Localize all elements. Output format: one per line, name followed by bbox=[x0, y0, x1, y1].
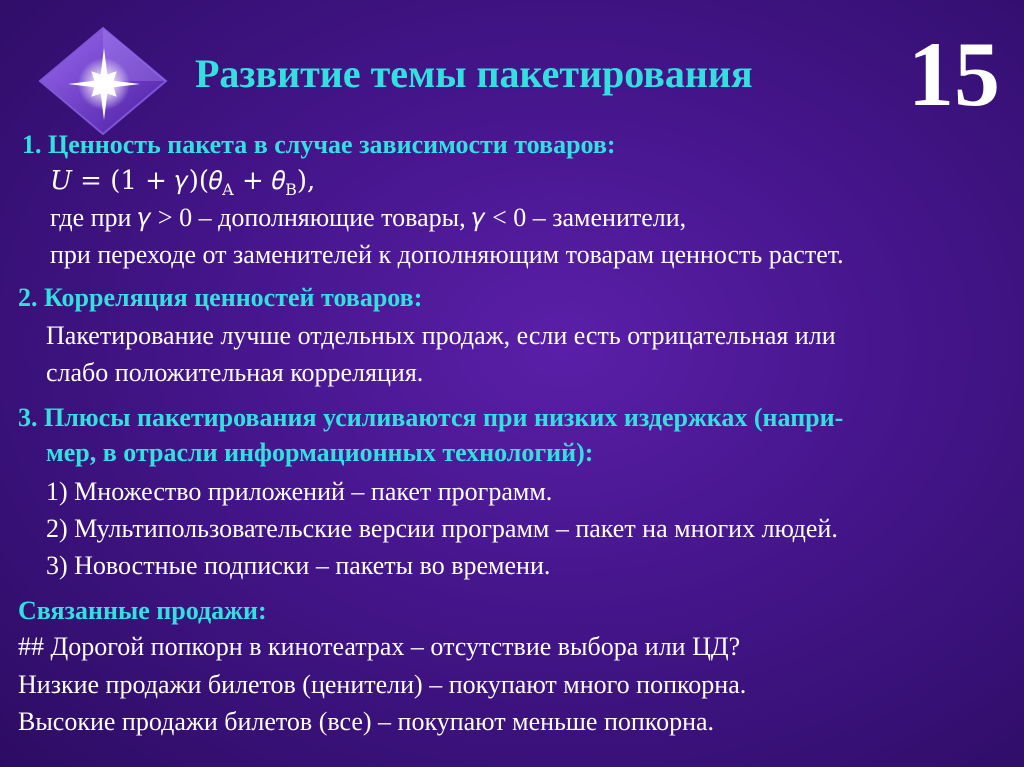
section2-line1: Пакетирование лучше отдельных продаж, если есть отрицательная или bbox=[46, 321, 836, 350]
section3-heading-line1: 3. Плюсы пакетирования усиливаются при низких издержках (напри- bbox=[18, 403, 844, 432]
section3-item3: 3) Новостные подписки – пакеты во времени. bbox=[46, 551, 551, 580]
section3-item1: 1) Множество приложений – пакет программ. bbox=[46, 477, 553, 506]
section1-formula: 𝑈 = (1 + 𝛾)(𝜃$_A$ + 𝜃$_B$), bbox=[50, 166, 316, 200]
section1-heading: 1. Ценность пакета в случае зависимости товаров: bbox=[22, 130, 616, 159]
sparkle-diamond-icon bbox=[38, 26, 168, 136]
section1-line3: при переходе от заменителей к дополняющим товарам ценность растет. bbox=[50, 240, 844, 269]
section2-heading: 2. Корреляция ценностей товаров: bbox=[18, 283, 423, 312]
slide-title: Развитие темы пакетирования bbox=[195, 51, 753, 96]
section4-line3: Высокие продажи билетов (все) – покупают меньше попкорна. bbox=[18, 707, 715, 736]
section1-line2: где при 𝛾 > 0 – дополняющие товары, 𝛾 < 0 – заменители, bbox=[50, 203, 687, 232]
page-number: 15 bbox=[908, 23, 1000, 125]
section3-heading-line2: мер, в отрасли информационных технологий): bbox=[46, 438, 594, 467]
section2-line2: слабо положительная корреляция. bbox=[46, 358, 424, 387]
section3-item2: 2) Мультипользовательские версии программ – пакет на многих людей. bbox=[46, 514, 838, 543]
section4-line1: ## Дорогой попкорн в кинотеатрах – отсутствие выбора или ЦД? bbox=[18, 632, 741, 661]
section4-heading: Связанные продажи: bbox=[18, 596, 267, 625]
section4-line2: Низкие продажи билетов (ценители) – покупают много попкорна. bbox=[18, 670, 747, 699]
